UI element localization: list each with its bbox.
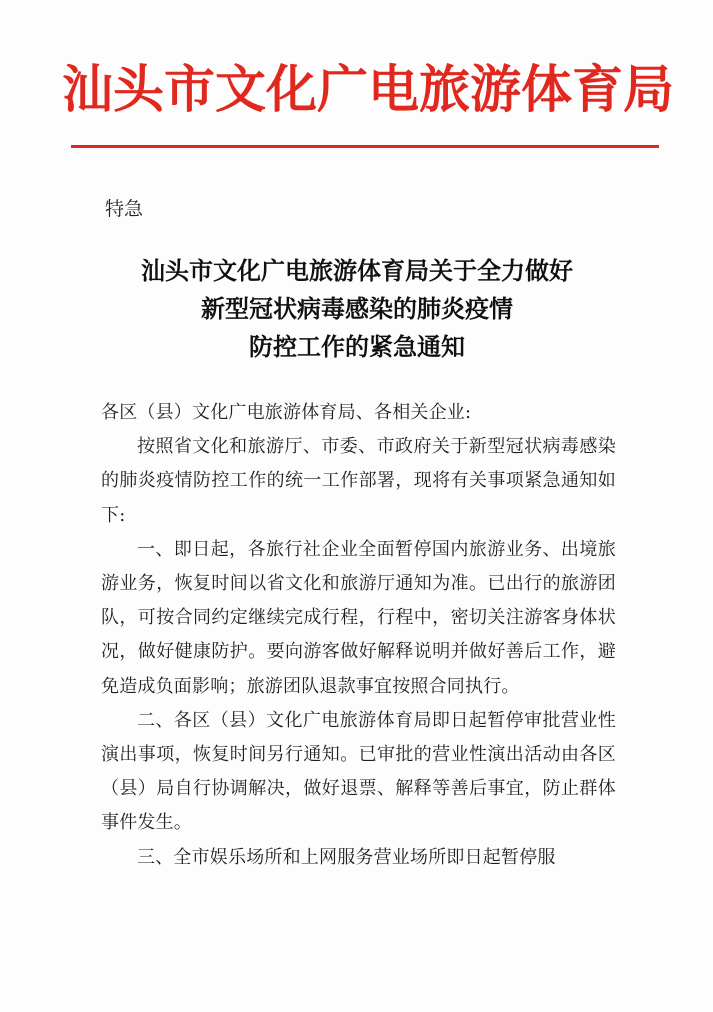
paragraph-item-2: 二、各区（县）文化广电旅游体育局即日起暂停审批营业性演出事项，恢复时间另行通知。已审批的营业性演出活动由各区（县）局自行协调解决，做好退票、解释等善后事宜，防止群体事件发生。 — [101, 709, 616, 834]
document-title — [60, 252, 654, 366]
paragraph-item-1: 一、即日起，各旅行社企业全面暂停国内旅游业务、出境旅游业务，恢复时间以省文化和旅游厅通知为准。已出行的旅游团队，可按合同约定继续完成行程，行程中，密切关注游客身体状况，做好健康防护。要向游客做好解释说明并做好善后工作，避免造成负面影响；旅游团队退款事宜按照合同执行。 — [101, 538, 616, 697]
document-body — [101, 396, 616, 875]
title-line-1: 汕头市文化广电旅游体育局关于全力做好 — [141, 257, 573, 285]
letterhead-red-rule — [71, 145, 659, 148]
paragraph-intro: 按照省文化和旅游厅、市委、市政府关于新型冠状病毒感染的肺炎疫情防控工作的统一工作部署，现将有关事项紧急通知如下: — [101, 436, 616, 526]
title-line-3: 防控工作的紧急通知 — [249, 333, 465, 361]
salutation: 各区（县）文化广电旅游体育局、各相关企业: — [101, 402, 472, 423]
paragraph-item-3: 三、全市娱乐场所和上网服务营业场所即日起暂停服 — [137, 846, 556, 868]
urgency-label: 特急 — [105, 198, 144, 220]
letterhead-org-name: 汕头市文化广电旅游体育局 — [62, 60, 675, 120]
title-line-2: 新型冠状病毒感染的肺炎疫情 — [201, 295, 513, 323]
